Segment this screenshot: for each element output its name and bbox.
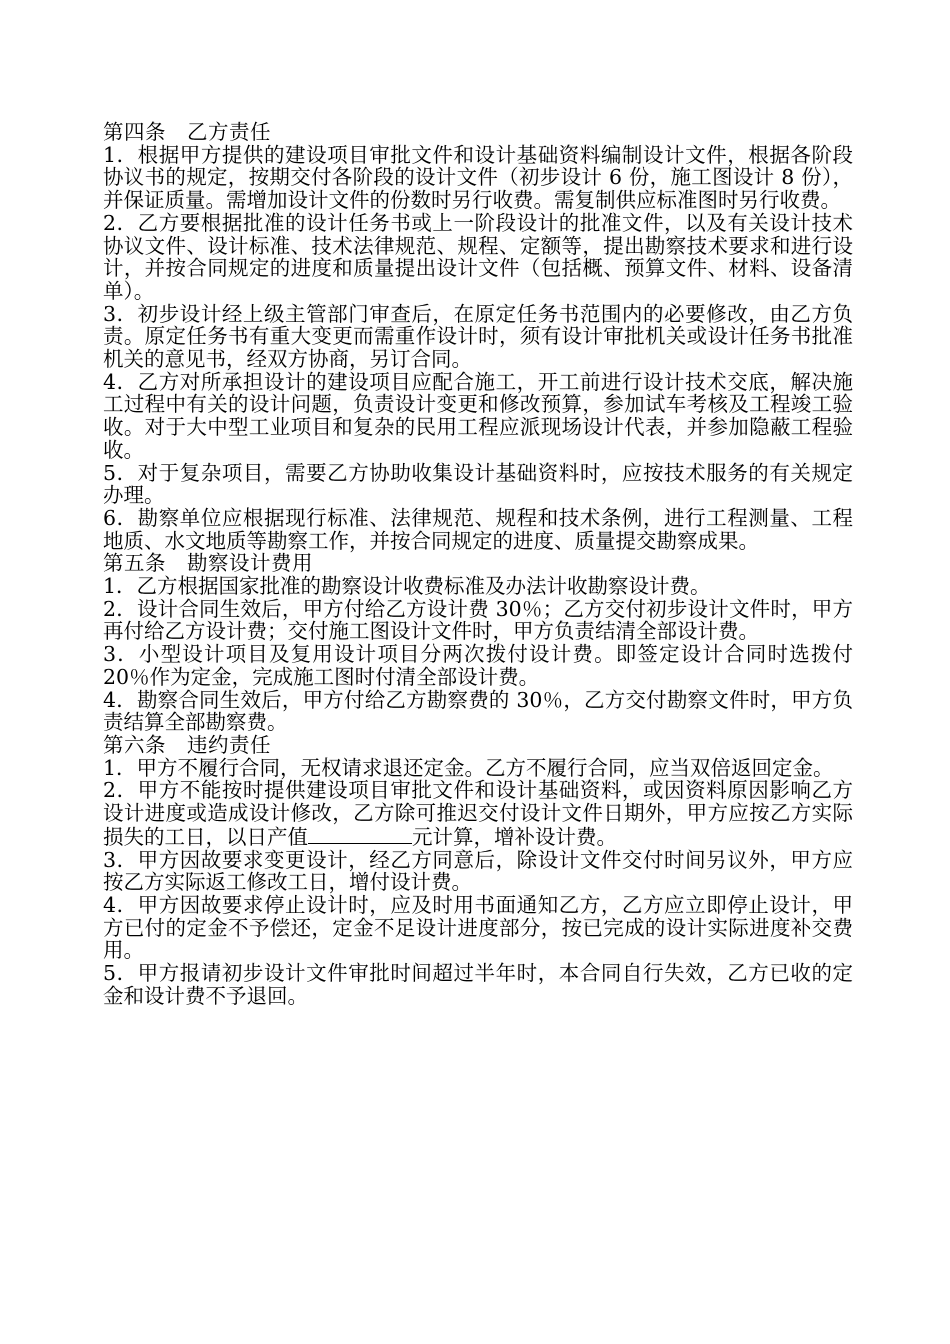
- section-5: [103, 552, 853, 734]
- clause-item: 4．乙方对所承担设计的建设项目应配合施工，开工前进行设计技术交底，解决施工过程中有关的设计问题，负责设计变更和修改预算，参加试车考核及工程竣工验收。对于大中型工业项目和复杂的民用工程应派现场设计代表，并参加隐蔽工程验收。: [103, 369, 853, 462]
- clause-item: 4．甲方因故要求停止设计时，应及时用书面通知乙方，乙方应立即停止设计，甲方已付的定金不予偿还，定金不足设计进度部分，按已完成的设计实际进度补交费用。: [103, 892, 853, 963]
- clause-item: 3．小型设计项目及复用设计项目分两次拨付设计费。即签定设计合同时选拨付 20％作为定金，完成施工图时付清全部设计费。: [103, 642, 853, 689]
- section-title: 第六条 违约责任: [103, 732, 271, 757]
- section-6: [103, 734, 853, 1007]
- clause-item-with-blank: [103, 779, 853, 848]
- clause-item: 1．甲方不履行合同，无权请求退还定金。乙方不履行合同，应当双倍返回定金。: [103, 755, 834, 780]
- clause-item: 2．设计合同生效后，甲方付给乙方设计费 30％；乙方交付初步设计文件时，甲方再付给乙方设计费；交付施工图设计文件时，甲方负责结清全部设计费。: [103, 596, 853, 644]
- clause-item: 3．初步设计经上级主管部门审查后，在原定任务书范围内的必要修改，由乙方负责。原定任务书有重大变更而需重作设计时，须有设计审批机关或设计任务书批准机关的意见书，经双方协商，另订合同。: [103, 301, 853, 372]
- contract-page: [103, 121, 853, 1007]
- clause-text: 2．甲方不能按时提供建设项目审批文件和设计基础资料，或因资料原因影响乙方设计进度或造成设计修改，乙方除可推迟交付设计文件日期外，甲方应按乙方实际损失的工日，以日产值: [103, 778, 853, 849]
- section-title: 第五条 勘察设计费用: [103, 551, 313, 576]
- clause-item: 1．乙方根据国家批准的勘察设计收费标准及办法计收勘察设计费。: [103, 574, 711, 599]
- section-4: [103, 121, 853, 552]
- section-title: 第四条 乙方责任: [103, 120, 271, 144]
- clause-item: 4．勘察合同生效后，甲方付给乙方勘察费的 30％，乙方交付勘察文件时，甲方负责结算全部勘察费。: [103, 687, 853, 735]
- clause-text-tail: 元计算，增补设计费。: [412, 824, 617, 849]
- clause-item: 3．甲方因故要求变更设计，经乙方同意后，除设计文件交付时间另议外，甲方应按乙方实际返工修改工日，增付设计费。: [103, 847, 853, 895]
- clause-item: 1．根据甲方提供的建设项目审批文件和设计基础资料编制设计文件，根据各阶段协议书的规定，按期交付各阶段的设计文件（初步设计 6 份，施工图设计 8 份），并保证质量。需增加设计文件的份数时另行收费。需复制供应标准图时另行收费。: [103, 142, 853, 213]
- fill-in-blank[interactable]: [308, 825, 412, 844]
- clause-item: 5．对于复杂项目，需要乙方协助收集设计基础资料时，应按技术服务的有关规定办理。: [103, 460, 853, 508]
- clause-item: 5．甲方报请初步设计文件审批时间超过半年时，本合同自行失效，乙方已收的定金和设计费不予退回。: [103, 961, 853, 1008]
- clause-item: 2．乙方要根据批准的设计任务书或上一阶段设计的批准文件，以及有关设计技术协议文件、设计标准、技术法律规范、规程、定额等，提出勘察技术要求和进行设计，并按合同规定的进度和质量提出设计文件（包括概、预算文件、材料、设备清单）。: [103, 210, 853, 303]
- clause-item: 6．勘察单位应根据现行标准、法律规范、规程和技术条例，进行工程测量、工程地质、水文地质等勘察工作，并按合同规定的进度、质量提交勘察成果。: [103, 505, 853, 553]
